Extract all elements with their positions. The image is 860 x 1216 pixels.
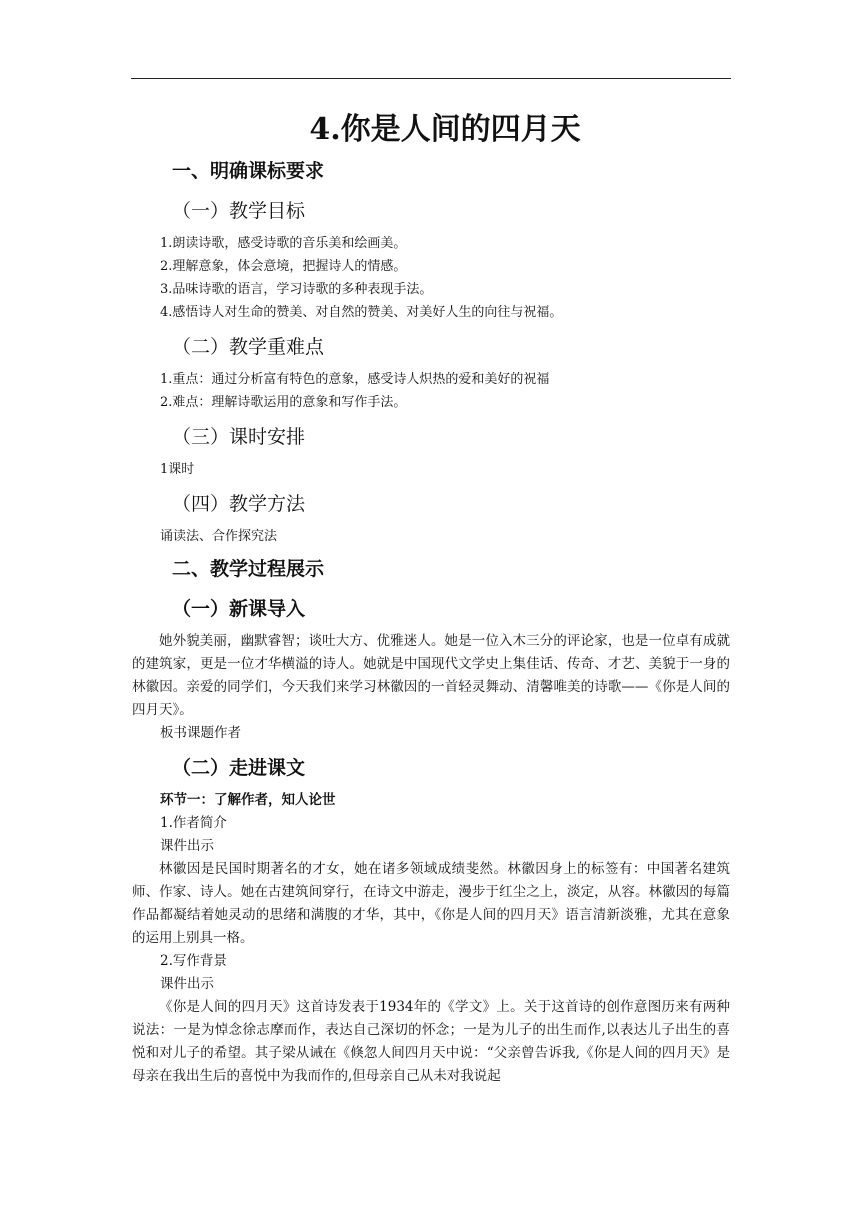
courseware-label-1: 课件出示 <box>160 838 214 854</box>
author-paragraph: 林徽因是民国时期著名的才女，她在诸多领域成绩斐然。林徽因身上的标签有：中国著名建筑师、作家、诗人。她在古建筑间穿行，在诗文中游走，漫步于红尘之上，淡定，从容。林徽因的每篇作品都凝结着她灵动的思绪和满腹的才华，其中，《你是人间的四月天》语言清新淡雅，尤其在意象的运用上别具一格。 <box>132 861 730 946</box>
section-2b-heading: （二）走进课文 <box>172 757 306 779</box>
goal-item-3: 3.品味诗歌的语言，学习诗歌的多种表现手法。 <box>160 282 433 297</box>
section-1-heading: 一、明确课标要求 <box>172 160 325 182</box>
section-2a-heading: （一）新课导入 <box>172 598 306 620</box>
goal-item-4: 4.感悟诗人对生命的赞美、对自然的赞美、对美好人生的向往与祝福。 <box>160 305 563 320</box>
header-rule <box>131 78 731 79</box>
goal-item-2: 2.理解意象，体会意境，把握诗人的情感。 <box>160 259 407 274</box>
goal-item-1: 1.朗读诗歌，感受诗歌的音乐美和绘画美。 <box>160 236 407 251</box>
section-1d-heading: （四）教学方法 <box>172 493 306 515</box>
section-1b-heading: （二）教学重难点 <box>172 336 325 358</box>
step-1-heading: 环节一：了解作者，知人论世 <box>160 792 336 808</box>
document-body <box>132 100 730 1088</box>
key-point-1: 1.重点：通过分析富有特色的意象，感受诗人炽热的爱和美好的祝福 <box>160 372 550 387</box>
section-2-heading: 二、教学过程展示 <box>172 558 325 580</box>
key-point-2: 2.难点：理解诗歌运用的意象和写作手法。 <box>160 395 407 410</box>
schedule-text: 1课时 <box>160 462 195 477</box>
background-label: 2.写作背景 <box>160 953 227 969</box>
section-1c-heading: （三）课时安排 <box>172 426 306 448</box>
section-1a-heading: （一）教学目标 <box>172 200 306 222</box>
background-paragraph: 《你是人间的四月天》这首诗发表于1934年的《学文》上。关于这首诗的创作意图历来有两种说法：一是为悼念徐志摩而作，表达自己深切的怀念；一是为儿子的出生而作,以表达儿子出生的喜悦和对儿子的希望。其子梁从诫在《倏忽人间四月天中说：“父亲曾告诉我,《你是人间的四月天》是母亲在我出生后的喜悦中为我而作的,但母亲自己从未对我说起 <box>132 999 730 1084</box>
board-note: 板书课题作者 <box>160 725 241 741</box>
page-title: 4.你是人间的四月天 <box>309 112 581 147</box>
courseware-label-2: 课件出示 <box>160 976 214 992</box>
method-text: 诵读法、合作探究法 <box>160 529 278 544</box>
author-intro-label: 1.作者简介 <box>160 815 227 831</box>
intro-paragraph: 她外貌美丽，幽默睿智；谈吐大方、优雅迷人。她是一位入木三分的评论家，也是一位卓有成就的建筑家，更是一位才华横溢的诗人。她就是中国现代文学史上集佳话、传奇、才艺、美貌于一身的林徽因。亲爱的同学们，今天我们来学习林徽因的一首轻灵舞动、清馨唯美的诗歌——《你是人间的四月天》。 <box>132 633 730 718</box>
